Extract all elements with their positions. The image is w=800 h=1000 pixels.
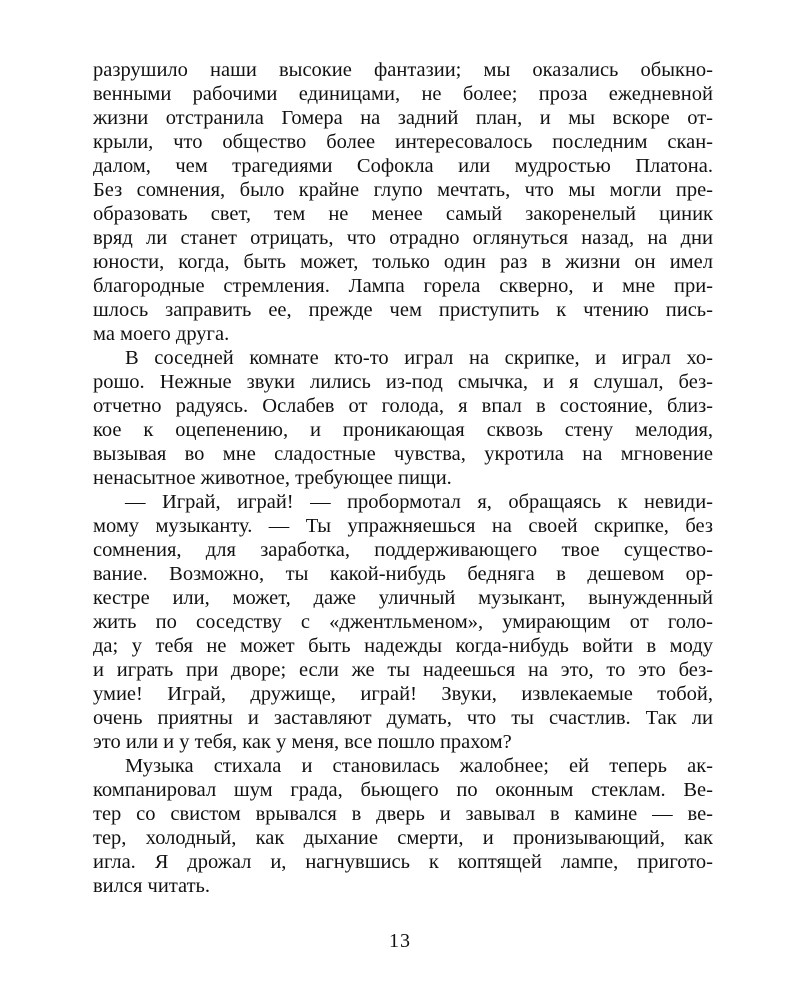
text-line: — Играй, играй! — пробормотал я, обращаясь к невиди- xyxy=(125,491,713,513)
text-line: умие! Играй, дружище, играй! Звуки, извлекаемые тобой, xyxy=(93,683,713,705)
text-line: игла. Я дрожал и, нагнувшись к коптящей лампе, пригото- xyxy=(93,851,713,873)
text-line: юности, когда, быть может, только один раз в жизни он имел xyxy=(93,251,713,273)
text-line: благородные стремления. Лампа горела скверно, и мне при- xyxy=(93,275,713,297)
page-number: 13 xyxy=(389,930,411,952)
text-line: крыли, что общество более интересовалось последним скан- xyxy=(93,131,713,153)
text-line: Без сомнения, было крайне глупо мечтать, что мы могли пре- xyxy=(93,179,713,201)
text-line: вание. Возможно, ты какой-нибудь бедняга в дешевом ор- xyxy=(93,563,713,585)
text-line: разрушило наши высокие фантазии; мы оказались обыкно- xyxy=(93,59,713,81)
text-line: вился читать. xyxy=(93,875,211,897)
text-line: сомнения, для заработка, поддерживающего твое существо- xyxy=(93,539,713,561)
text-line: жизни отстранила Гомера на задний план, и мы вскоре от- xyxy=(93,107,713,129)
text-line: шлось заправить ее, прежде чем приступить к чтению пись- xyxy=(93,299,713,321)
text-line: мому музыканту. — Ты упражняешься на своей скрипке, без xyxy=(93,515,713,537)
body-text xyxy=(93,58,713,898)
text-line: В соседней комнате кто-то играл на скрипке, и играл хо- xyxy=(125,347,713,369)
text-line: ма моего друга. xyxy=(93,323,230,345)
text-line: кое к оцепенению, и проникающая сквозь стену мелодия, xyxy=(93,419,713,441)
text-line: кестре или, может, даже уличный музыкант, вынужденный xyxy=(93,587,713,609)
text-line: да; у тебя не может быть надежды когда-нибудь войти в моду xyxy=(93,635,713,657)
text-line: жить по соседству с «джентльменом», умирающим от голо- xyxy=(93,611,713,633)
text-line: венными рабочими единицами, не более; проза ежедневной xyxy=(93,83,713,105)
text-line: тер, холодный, как дыхание смерти, и пронизывающий, как xyxy=(93,827,713,849)
text-line: вряд ли станет отрицать, что отрадно оглянуться назад, на дни xyxy=(93,227,713,249)
text-line: это или и у тебя, как у меня, все пошло прахом? xyxy=(93,731,512,753)
text-line: очень приятны и заставляют думать, что ты счастлив. Так ли xyxy=(93,707,713,729)
text-line: и играть при дворе; если же ты надеешься на это, то это без- xyxy=(93,659,713,681)
text-line: ненасытное животное, требующее пищи. xyxy=(93,467,452,489)
text-line: тер со свистом врывался в дверь и завывал в камине — ве- xyxy=(93,803,713,825)
text-line: Музыка стихала и становилась жалобнее; ей теперь ак- xyxy=(125,755,713,777)
text-line: отчетно радуясь. Ослабев от голода, я впал в состояние, близ- xyxy=(93,395,713,417)
text-line: компанировал шум града, бьющего по оконным стеклам. Ве- xyxy=(93,779,713,801)
text-line: образовать свет, тем не менее самый закоренелый циник xyxy=(93,203,713,225)
text-line: далом, чем трагедиями Софокла или мудростью Платона. xyxy=(93,155,713,177)
text-line: рошо. Нежные звуки лились из-под смычка, и я слушал, без- xyxy=(93,371,713,393)
text-line: вызывая во мне сладостные чувства, укротила на мгновение xyxy=(93,443,713,465)
